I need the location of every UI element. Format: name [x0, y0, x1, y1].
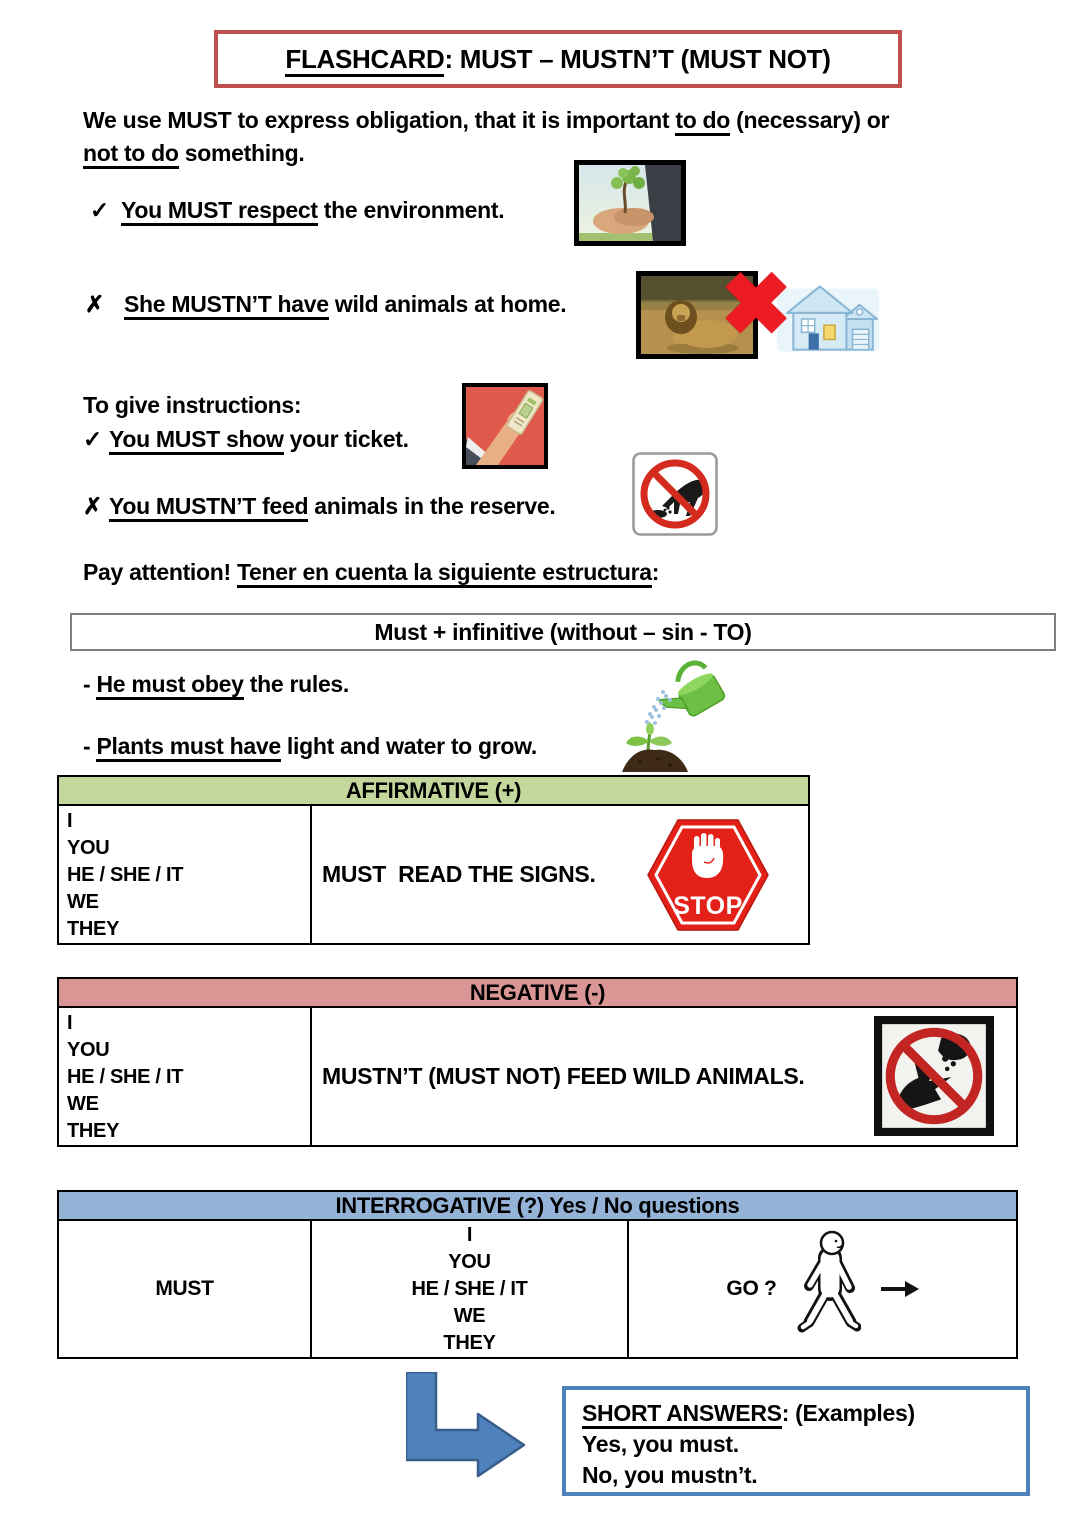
structure-rule-text: Must + infinitive (without – sin - TO): [374, 618, 752, 645]
interrogative-table: [57, 1190, 1018, 1359]
instructions-heading: To give instructions:: [83, 392, 302, 418]
intro-paragraph: [83, 104, 889, 170]
stop-sign-label: STOP: [673, 892, 743, 920]
intro-line-2: not to do something.: [83, 137, 889, 170]
short-answers-box: [562, 1386, 1030, 1496]
no-feeding-sign: [632, 452, 718, 536]
interrogative-must-cell: MUST: [59, 1221, 312, 1357]
intro-line-1: We use MUST to express obligation, that it is important to do (necessary) or: [83, 104, 889, 137]
example-respect-environment: ✓ You MUST respect the environment.: [90, 194, 504, 227]
walking-person-clipart: [797, 1230, 861, 1348]
red-x-icon: ✖: [720, 257, 792, 353]
negative-pronouns-cell: I YOU HE / SHE / IT WE THEY: [59, 1008, 312, 1145]
cross-icon: ✗: [85, 291, 104, 317]
short-answer-no: No, you mustn’t.: [582, 1462, 758, 1488]
page-title-box: [214, 30, 902, 88]
negative-header: NEGATIVE (-): [57, 977, 1018, 1008]
check-icon: ✓: [90, 197, 109, 223]
interrogative-pronouns-cell: I YOU HE / SHE / IT WE THEY: [312, 1221, 629, 1357]
structure-rule-box: [70, 613, 1056, 651]
no-feeding-wild-animals-sign: [874, 1016, 994, 1136]
stop-sign: [644, 814, 772, 936]
example-wild-animals-home: ✗ She MUSTN’T have wild animals at home.: [85, 288, 566, 321]
negative-table: [57, 977, 1018, 1147]
affirmative-sentence: MUST READ THE SIGNS.: [322, 861, 596, 887]
example-show-ticket: ✓ You MUST show your ticket.: [83, 423, 409, 456]
short-answer-yes: Yes, you must.: [582, 1431, 739, 1457]
example-feed-reserve: ✗ You MUSTN’T feed animals in the reserve.: [83, 490, 555, 523]
page-title-rest: : MUST – MUSTN’T (MUST NOT): [444, 43, 831, 74]
rule-plants: - Plants must have light and water to grow.: [83, 730, 537, 763]
rule-obey: - He must obey the rules.: [83, 668, 349, 701]
cross-icon: ✗: [83, 493, 102, 519]
negative-sentence: MUSTN’T (MUST NOT) FEED WILD ANIMALS.: [322, 1063, 805, 1089]
pay-attention-line: Pay attention! Tener en cuenta la siguiente estructura:: [83, 556, 659, 589]
ticket-clipart: [462, 383, 548, 469]
environment-photo: [574, 160, 686, 246]
affirmative-pronouns-cell: I YOU HE / SHE / IT WE THEY: [59, 806, 312, 943]
watering-can-clipart: [606, 656, 738, 776]
affirmative-header: AFFIRMATIVE (+): [57, 775, 810, 806]
elbow-arrow-icon: [406, 1372, 528, 1480]
negative-sentence-cell: [312, 1008, 1016, 1145]
interrogative-go-cell: [629, 1221, 1016, 1357]
go-question-text: GO ?: [726, 1277, 777, 1300]
negative-body: [57, 1008, 1018, 1147]
check-icon: ✓: [83, 426, 102, 452]
page-title-underlined: FLASHCARD: MUST – MUSTN’T (MUST NOT): [285, 44, 830, 75]
interrogative-body: [57, 1221, 1018, 1359]
affirmative-table: [57, 775, 810, 945]
right-arrow-icon: [881, 1280, 919, 1298]
short-answers-heading: SHORT ANSWERS: (Examples): [582, 1398, 1010, 1429]
affirmative-sentence-cell: [312, 806, 808, 943]
interrogative-header: INTERROGATIVE (?) Yes / No questions: [57, 1190, 1018, 1221]
affirmative-body: [57, 806, 810, 945]
